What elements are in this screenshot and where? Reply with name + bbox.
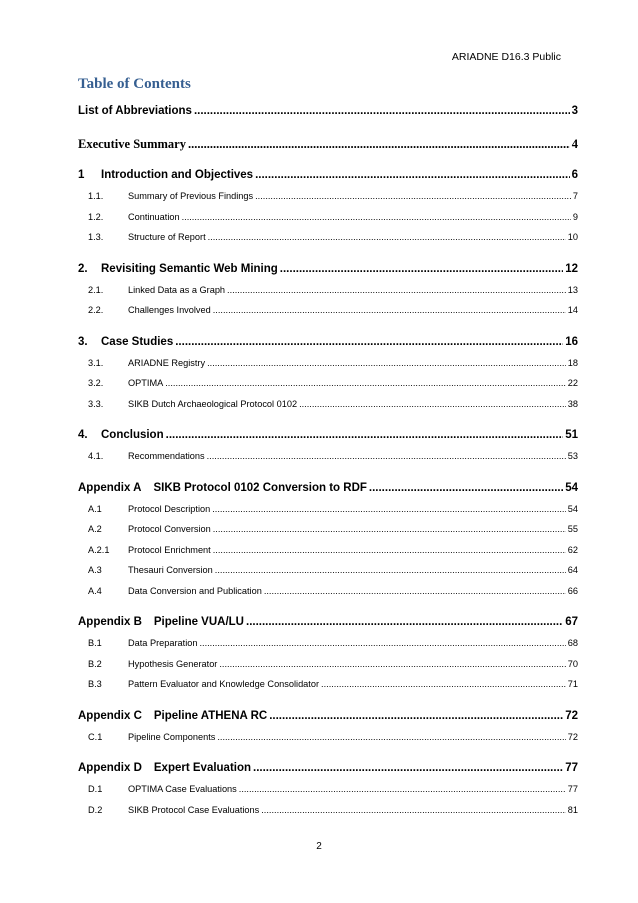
dot-leader (194, 105, 570, 117)
toc-entry-page: 77 (565, 762, 578, 774)
dot-leader (207, 358, 566, 368)
toc-entry[interactable] (78, 762, 578, 784)
toc-entry-title: Data Preparation (128, 638, 198, 648)
dot-leader (188, 137, 570, 152)
toc-entry-number: Appendix A (78, 481, 142, 494)
toc-entry-title: SIKB Dutch Archaeological Protocol 0102 (128, 398, 298, 409)
toc-entry-number: A.4 (88, 585, 102, 596)
toc-entry-page: 4 (571, 137, 578, 151)
toc-subentry[interactable] (78, 451, 578, 472)
toc-entry-title: SIKB Protocol 0102 Conversion to RDF (153, 481, 367, 494)
toc-entry-title: Challenges Involved (128, 305, 211, 315)
dot-leader (255, 191, 571, 201)
toc-entry[interactable] (78, 137, 578, 159)
toc-entry-number: B.3 (88, 679, 102, 689)
table-of-contents (78, 105, 578, 825)
toc-entry[interactable] (78, 429, 578, 451)
toc-subentry[interactable] (78, 784, 578, 805)
toc-subentry[interactable] (78, 358, 578, 379)
toc-entry-number: A.3 (88, 565, 102, 575)
toc-entry-page: 67 (565, 616, 578, 628)
toc-entry-page: 9 (572, 211, 578, 222)
toc-entry-title: OPTIMA (128, 378, 164, 388)
toc-entry-title: Protocol Description (128, 503, 211, 514)
toc-entry-page: 10 (567, 232, 578, 242)
toc-subentry[interactable] (78, 732, 578, 753)
toc-subentry[interactable] (78, 378, 578, 399)
toc-entry-title: Introduction and Objectives (101, 169, 254, 181)
toc-entry-number: C.1 (88, 731, 103, 742)
toc-entry-number: D.1 (88, 784, 103, 794)
toc-entry-number: 3.3. (88, 398, 104, 409)
toc-entry-number: 2.2. (88, 305, 104, 315)
toc-entry-title: ARIADNE Registry (128, 357, 206, 368)
dot-leader (199, 638, 565, 648)
toc-subentry[interactable] (78, 545, 578, 566)
dot-leader (239, 784, 566, 794)
toc-subentry[interactable] (78, 399, 578, 420)
toc-entry-title: Pipeline Components (128, 731, 216, 742)
toc-entry-title: Pattern Evaluator and Knowledge Consolidator (128, 679, 320, 689)
toc-entry-page: 38 (567, 398, 578, 409)
toc-entry[interactable] (78, 616, 578, 638)
dot-leader (253, 762, 563, 774)
toc-entry-number: 2.1. (88, 284, 104, 295)
toc-entry-page: 3 (571, 105, 578, 117)
toc-entry-title: List of Abbreviations (78, 105, 192, 117)
toc-entry-number: 1.3. (88, 232, 104, 242)
dot-leader (165, 378, 566, 388)
toc-entry-page: 54 (567, 503, 578, 514)
toc-entry-page: 77 (567, 784, 578, 794)
toc-subentry[interactable] (78, 805, 578, 826)
dot-leader (208, 232, 566, 242)
toc-entry-title: Continuation (128, 211, 180, 222)
toc-entry-page: 22 (567, 378, 578, 388)
dot-leader (213, 305, 566, 315)
toc-entry-page: 13 (567, 284, 578, 295)
toc-entry-page: 72 (567, 731, 578, 742)
toc-subentry[interactable] (78, 659, 578, 680)
toc-entry-page: 72 (565, 709, 578, 722)
toc-subentry[interactable] (78, 191, 578, 212)
toc-entry-number: Appendix D (78, 762, 142, 774)
toc-entry-number: Appendix C (78, 709, 142, 722)
toc-subentry[interactable] (78, 232, 578, 253)
toc-entry-title: Expert Evaluation (153, 762, 252, 774)
toc-entry-number: 2. (78, 262, 88, 275)
dot-leader (182, 212, 571, 222)
toc-entry-number: A.2.1 (88, 544, 110, 555)
toc-entry-number: 1.1. (88, 191, 104, 201)
toc-entry-page: 7 (572, 191, 578, 201)
toc-entry-title: Revisiting Semantic Web Mining (101, 262, 278, 275)
dot-leader (219, 659, 565, 669)
toc-entry-title: Pipeline ATHENA RC (153, 709, 268, 722)
toc-entry-title: Pipeline VUA/LU (153, 616, 244, 628)
toc-entry-title: OPTIMA Case Evaluations (128, 784, 237, 794)
toc-entry-title: Data Conversion and Publication (128, 585, 262, 596)
toc-entry-title: Recommendations (128, 451, 205, 461)
toc-subentry[interactable] (78, 305, 578, 326)
toc-entry-number: 3.2. (88, 378, 104, 388)
toc-entry-title: Hypothesis Generator (128, 658, 218, 669)
toc-entry[interactable] (78, 169, 578, 191)
toc-entry-page: 70 (567, 658, 578, 669)
page-number: 2 (316, 841, 322, 852)
dot-leader (175, 336, 563, 348)
dot-leader (207, 451, 566, 461)
dot-leader (166, 429, 564, 441)
dot-leader (269, 710, 563, 722)
dot-leader (264, 586, 566, 596)
toc-entry[interactable] (78, 263, 578, 285)
toc-entry-number: A.2 (88, 524, 102, 534)
dot-leader (213, 545, 566, 555)
toc-entry-title: SIKB Protocol Case Evaluations (128, 804, 260, 815)
toc-entry-page: 14 (567, 305, 578, 315)
toc-entry[interactable] (78, 710, 578, 732)
toc-entry[interactable] (78, 105, 578, 127)
toc-entry-number: 1.2. (88, 211, 104, 222)
toc-subentry[interactable] (78, 285, 578, 306)
toc-subentry[interactable] (78, 524, 578, 545)
toc-entry[interactable] (78, 482, 578, 504)
toc-entry-title: Executive Summary (78, 137, 186, 151)
toc-entry-page: 54 (565, 481, 578, 494)
dot-leader (217, 732, 565, 742)
toc-entry-title: Protocol Enrichment (128, 544, 211, 555)
dot-leader (261, 805, 566, 815)
toc-entry-number: B.1 (88, 638, 102, 648)
dot-leader (369, 482, 563, 494)
toc-entry-number: 4. (78, 429, 88, 441)
toc-entry-number: Appendix B (78, 616, 142, 628)
dot-leader (213, 524, 566, 534)
toc-entry-title: Thesauri Conversion (128, 565, 213, 575)
toc-entry-page: 62 (567, 544, 578, 555)
toc-subentry[interactable] (78, 212, 578, 233)
toc-subentry[interactable] (78, 638, 578, 659)
toc-entry-page: 6 (571, 169, 578, 181)
toc-title: Table of Contents (78, 76, 191, 92)
dot-leader (227, 285, 566, 295)
toc-entry-page: 12 (565, 262, 578, 275)
page-header: ARIADNE D16.3 Public (451, 51, 561, 63)
dot-leader (255, 169, 570, 181)
toc-entry-number: 3.1. (88, 357, 104, 368)
toc-entry-page: 53 (567, 451, 578, 461)
dot-leader (246, 616, 563, 628)
dot-leader (215, 565, 566, 575)
toc-entry-number: D.2 (88, 804, 103, 815)
toc-entry[interactable] (78, 336, 578, 358)
toc-entry-page: 68 (567, 638, 578, 648)
toc-subentry[interactable] (78, 586, 578, 607)
toc-subentry[interactable] (78, 504, 578, 525)
toc-entry-title: Summary of Previous Findings (128, 191, 254, 201)
toc-entry-number: 4.1. (88, 451, 104, 461)
toc-entry-number: 1 (78, 169, 85, 181)
toc-entry-page: 16 (565, 335, 578, 348)
toc-entry-number: A.1 (88, 503, 102, 514)
toc-entry-page: 51 (565, 429, 578, 441)
dot-leader (212, 504, 566, 514)
toc-entry-page: 66 (567, 585, 578, 596)
toc-entry-number: B.2 (88, 658, 102, 669)
toc-entry-page: 81 (567, 804, 578, 815)
toc-entry-title: Case Studies (101, 335, 174, 348)
toc-entry-title: Linked Data as a Graph (128, 284, 226, 295)
dot-leader (280, 263, 563, 275)
toc-entry-page: 55 (567, 524, 578, 534)
toc-entry-title: Conclusion (101, 429, 164, 441)
toc-subentry[interactable] (78, 565, 578, 586)
toc-entry-number: 3. (78, 335, 88, 348)
toc-subentry[interactable] (78, 679, 578, 700)
toc-entry-page: 18 (567, 357, 578, 368)
toc-entry-title: Structure of Report (128, 232, 206, 242)
dot-leader (321, 679, 566, 689)
toc-entry-page: 64 (567, 565, 578, 575)
dot-leader (299, 399, 566, 409)
toc-entry-title: Protocol Conversion (128, 524, 211, 534)
toc-entry-page: 71 (567, 679, 578, 689)
